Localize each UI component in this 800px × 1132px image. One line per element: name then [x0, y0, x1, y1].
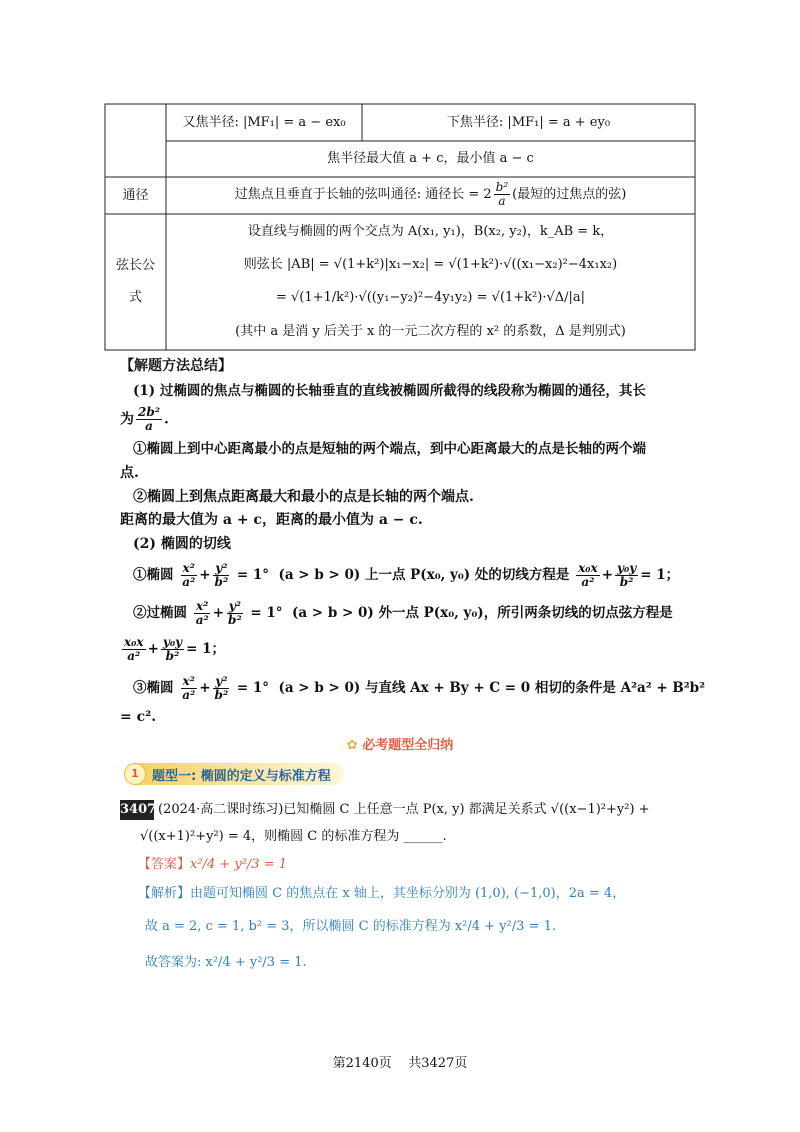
type-number-badge: 1: [124, 763, 146, 785]
section-banner: ✿ 必考题型全归纳: [346, 738, 454, 753]
summary-p2: ①椭圆上到中心距离最小的点是短轴的两个端点，到中心距离最大的点是长轴的两个端: [133, 441, 646, 457]
left-focal-radius: 又焦半径: |MF₁| = a − ex₀: [182, 115, 346, 130]
tangent-2: ②过椭圆 $\frac{\text{x²}}{\text{a²}}$ + $\frac{\text{y²}}{\text{b²}}$ = 1° (a > b > 0) 外一点 P(x₀, y₀)，所引两条切线的切点弦方程是: [133, 599, 673, 627]
lower-focal-radius: 下焦半径: |MF₁| = a + ey₀: [446, 115, 611, 130]
summary-p5: (2) 椭圆的切线: [133, 536, 231, 552]
question-number: 3407: [120, 800, 154, 820]
tangent-3b: = c².: [120, 709, 157, 725]
chord-line-4: (其中 a 是消 y 后关于 x 的一元二次方程的 x² 的系数，Δ 是判别式): [235, 324, 626, 339]
question-line-1: (2024·高二课时练习)已知椭圆 C 上任意一点 P(x, y) 都满足关系式 √((x−1)²+y²) +: [158, 802, 650, 817]
chord-line-2: 则弦长 |AB| = √(1+k²)|x₁−x₂| = √(1+k²)·√((x₁−x₂)²−4x₁x₂): [243, 257, 618, 272]
summary-p2b: 点.: [120, 465, 139, 481]
focal-radius-range: 焦半径最大值 a + c，最小值 a − c: [327, 151, 534, 166]
latus-rectum-text: 过焦点且垂直于长轴的弦叫通径: 通径长 = 2 $\frac{\text{b²}}{a}$ (最短的过焦点的弦): [234, 180, 627, 208]
row-label-latus-rectum: 通径: [122, 188, 149, 203]
page-total: 共3427页: [408, 1056, 468, 1071]
row-label-chord-2: 式: [128, 290, 142, 305]
analysis-2: 故 a = 2, c = 1, b² = 3，所以椭圆 C 的标准方程为 x²/4 + y²/3 = 1.: [145, 919, 556, 934]
question-line-2: √((x+1)²+y²) = 4，则椭圆 C 的标准方程为 ______.: [140, 829, 447, 844]
summary-latus-fraction: $\frac{\text{2b²}}{a}$: [138, 405, 160, 433]
summary-heading: 【解题方法总结】: [120, 358, 232, 374]
summary-p1b: 为 $\frac{\text{2b²}}{a}$ .: [120, 405, 169, 433]
summary-p4: 距离的最大值为 a + c，距离的最小值为 a − c.: [120, 512, 423, 528]
row-label-chord: 弦长公: [115, 258, 155, 273]
chord-line-1: 设直线与椭圆的两个交点为 A(x₁, y₁)，B(x₂, y₂)，k_AB = k，: [247, 224, 614, 239]
page-number: 第2140页: [332, 1056, 392, 1071]
tangent-3: ③椭圆 $\frac{\text{x²}}{\text{a²}}$ + $\frac{\text{y²}}{\text{b²}}$ = 1° (a > b > 0) 与直线 Ax + By + C = 0 相切的条件是 A²a² + B²b²: [133, 674, 706, 702]
tangent-1: ①椭圆 $\frac{\text{x²}}{\text{a²}}$ + $\frac{\text{y²}}{\text{b²}}$ = 1° (a > b > 0) 上一点 P(x₀, y₀) 处的切线方程是 $\frac{\text{x₀x}}{\text{a²}}$ + $\frac{\text{y₀y}}{\text{b²}}$ = 1；: [133, 561, 680, 589]
page-footer: [0, 1052, 800, 1071]
answer: 【答案】x²/4 + y²/3 = 1: [138, 857, 288, 872]
gear-icon: ✿: [346, 738, 358, 753]
type-title: 题型一: 椭圆的定义与标准方程: [152, 769, 331, 784]
chord-line-3: = √(1+1/k²)·√((y₁−y₂)²−4y₁y₂) = √(1+k²)·√Δ/|a|: [275, 290, 586, 305]
summary-p3: ②椭圆上到焦点距离最大和最小的点是长轴的两个端点.: [133, 489, 474, 505]
tangent-2b: $\frac{\text{x₀x}}{\text{a²}}$ + $\frac{\text{y₀y}}{\text{b²}}$ = 1；: [124, 635, 225, 663]
summary-p1: (1) 过椭圆的焦点与椭圆的长轴垂直的直线被椭圆所截得的线段称为椭圆的通径，其长: [133, 383, 646, 399]
analysis-1: 【解析】由题可知椭圆 C 的焦点在 x 轴上，其坐标分别为 (1,0), (−1,0)，2a = 4，: [138, 886, 626, 901]
analysis-3: 故答案为: x²/4 + y²/3 = 1.: [145, 955, 307, 970]
latus-fraction: $\frac{\text{b²}}{a}$: [495, 180, 509, 208]
